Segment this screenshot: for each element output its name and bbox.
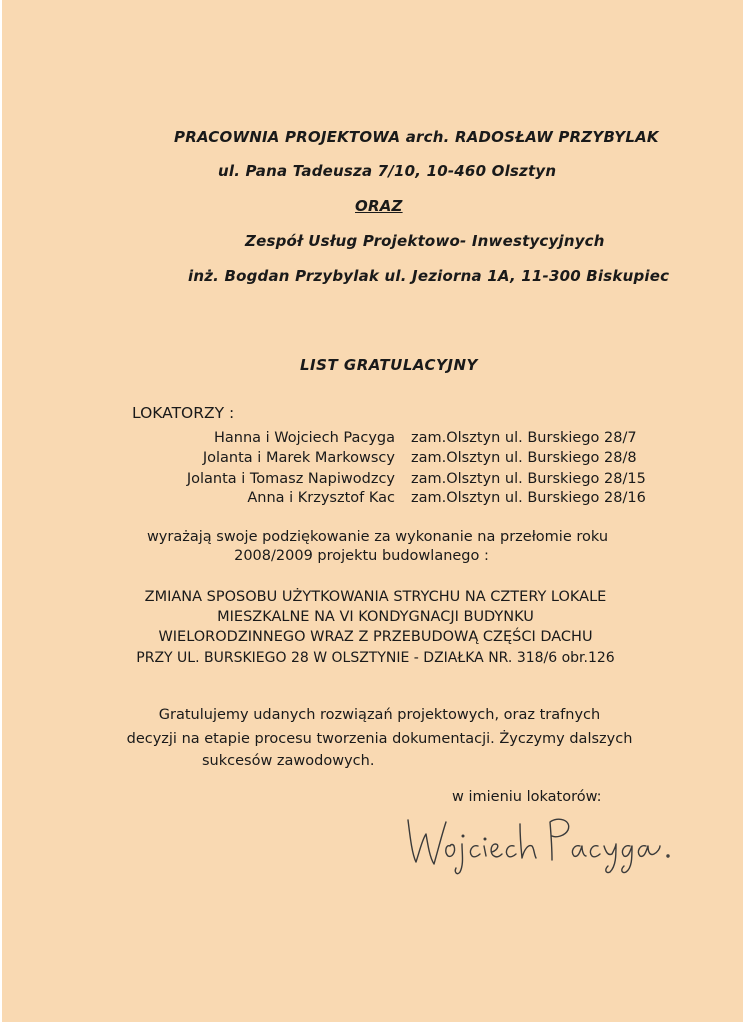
congrats-line: sukcesów zawodowych. — [202, 753, 375, 769]
project-line: MIESZKALNE NA VI KONDYGNACJI BUDYNKU — [217, 609, 534, 625]
tenant-address: zam.Olsztyn ul. Burskiego 28/7 — [411, 430, 637, 446]
tenant-address: zam.Olsztyn ul. Burskiego 28/8 — [411, 450, 637, 466]
signature — [402, 806, 687, 876]
tenant-row — [2, 428, 743, 448]
letter-title: LIST GRATULACYJNY — [300, 356, 478, 374]
project-line: WIELORODZINNEGO WRAZ Z PRZEBUDOWĄ CZĘŚCI DACHU — [158, 629, 593, 645]
project-line: PRZY UL. BURSKIEGO 28 W OLSZTYNIE - DZIAŁKA NR. 318/6 obr.126 — [136, 650, 615, 666]
letter-page — [2, 0, 743, 1022]
header-line-2: ul. Pana Tadeusza 7/10, 10-460 Olsztyn — [218, 162, 557, 180]
tenant-name: Jolanta i Tomasz Napiwodzcy — [186, 471, 395, 487]
header-line-4: inż. Bogdan Przybylak ul. Jeziorna 1A, 11-300 Biskupiec — [188, 267, 670, 285]
tenant-name: Jolanta i Marek Markowscy — [202, 450, 395, 466]
header-line-3: Zespół Usług Projektowo- Inwestycyjnych — [245, 232, 605, 250]
header-line-1: PRACOWNIA PROJEKTOWA arch. RADOSŁAW PRZYBYLAK — [174, 128, 659, 146]
closing-line: w imieniu lokatorów: — [452, 789, 602, 805]
tenant-name: Anna i Krzysztof Kac — [247, 490, 395, 506]
tenants-label: LOKATORZY : — [132, 404, 235, 422]
tenant-row — [2, 448, 743, 468]
congrats-line: Gratulujemy udanych rozwiązań projektowych, oraz trafnych — [158, 707, 601, 723]
project-line: ZMIANA SPOSOBU UŻYTKOWANIA STRYCHU NA CZTERY LOKALE — [144, 589, 607, 605]
tenant-name: Hanna i Wojciech Pacyga — [213, 430, 395, 446]
tenant-address: zam.Olsztyn ul. Burskiego 28/16 — [411, 490, 646, 506]
thanks-line: wyrażają swoje podziękowanie za wykonanie na przełomie roku — [146, 529, 609, 545]
tenant-row — [2, 488, 743, 508]
tenant-address: zam.Olsztyn ul. Burskiego 28/15 — [411, 471, 646, 487]
header-conjunction: ORAZ — [355, 197, 403, 215]
tenant-row — [2, 469, 743, 489]
thanks-line: 2008/2009 projektu budowlanego : — [234, 548, 489, 564]
congrats-line: decyzji na etapie procesu tworzenia dokumentacji. Życzymy dalszych — [126, 731, 633, 747]
